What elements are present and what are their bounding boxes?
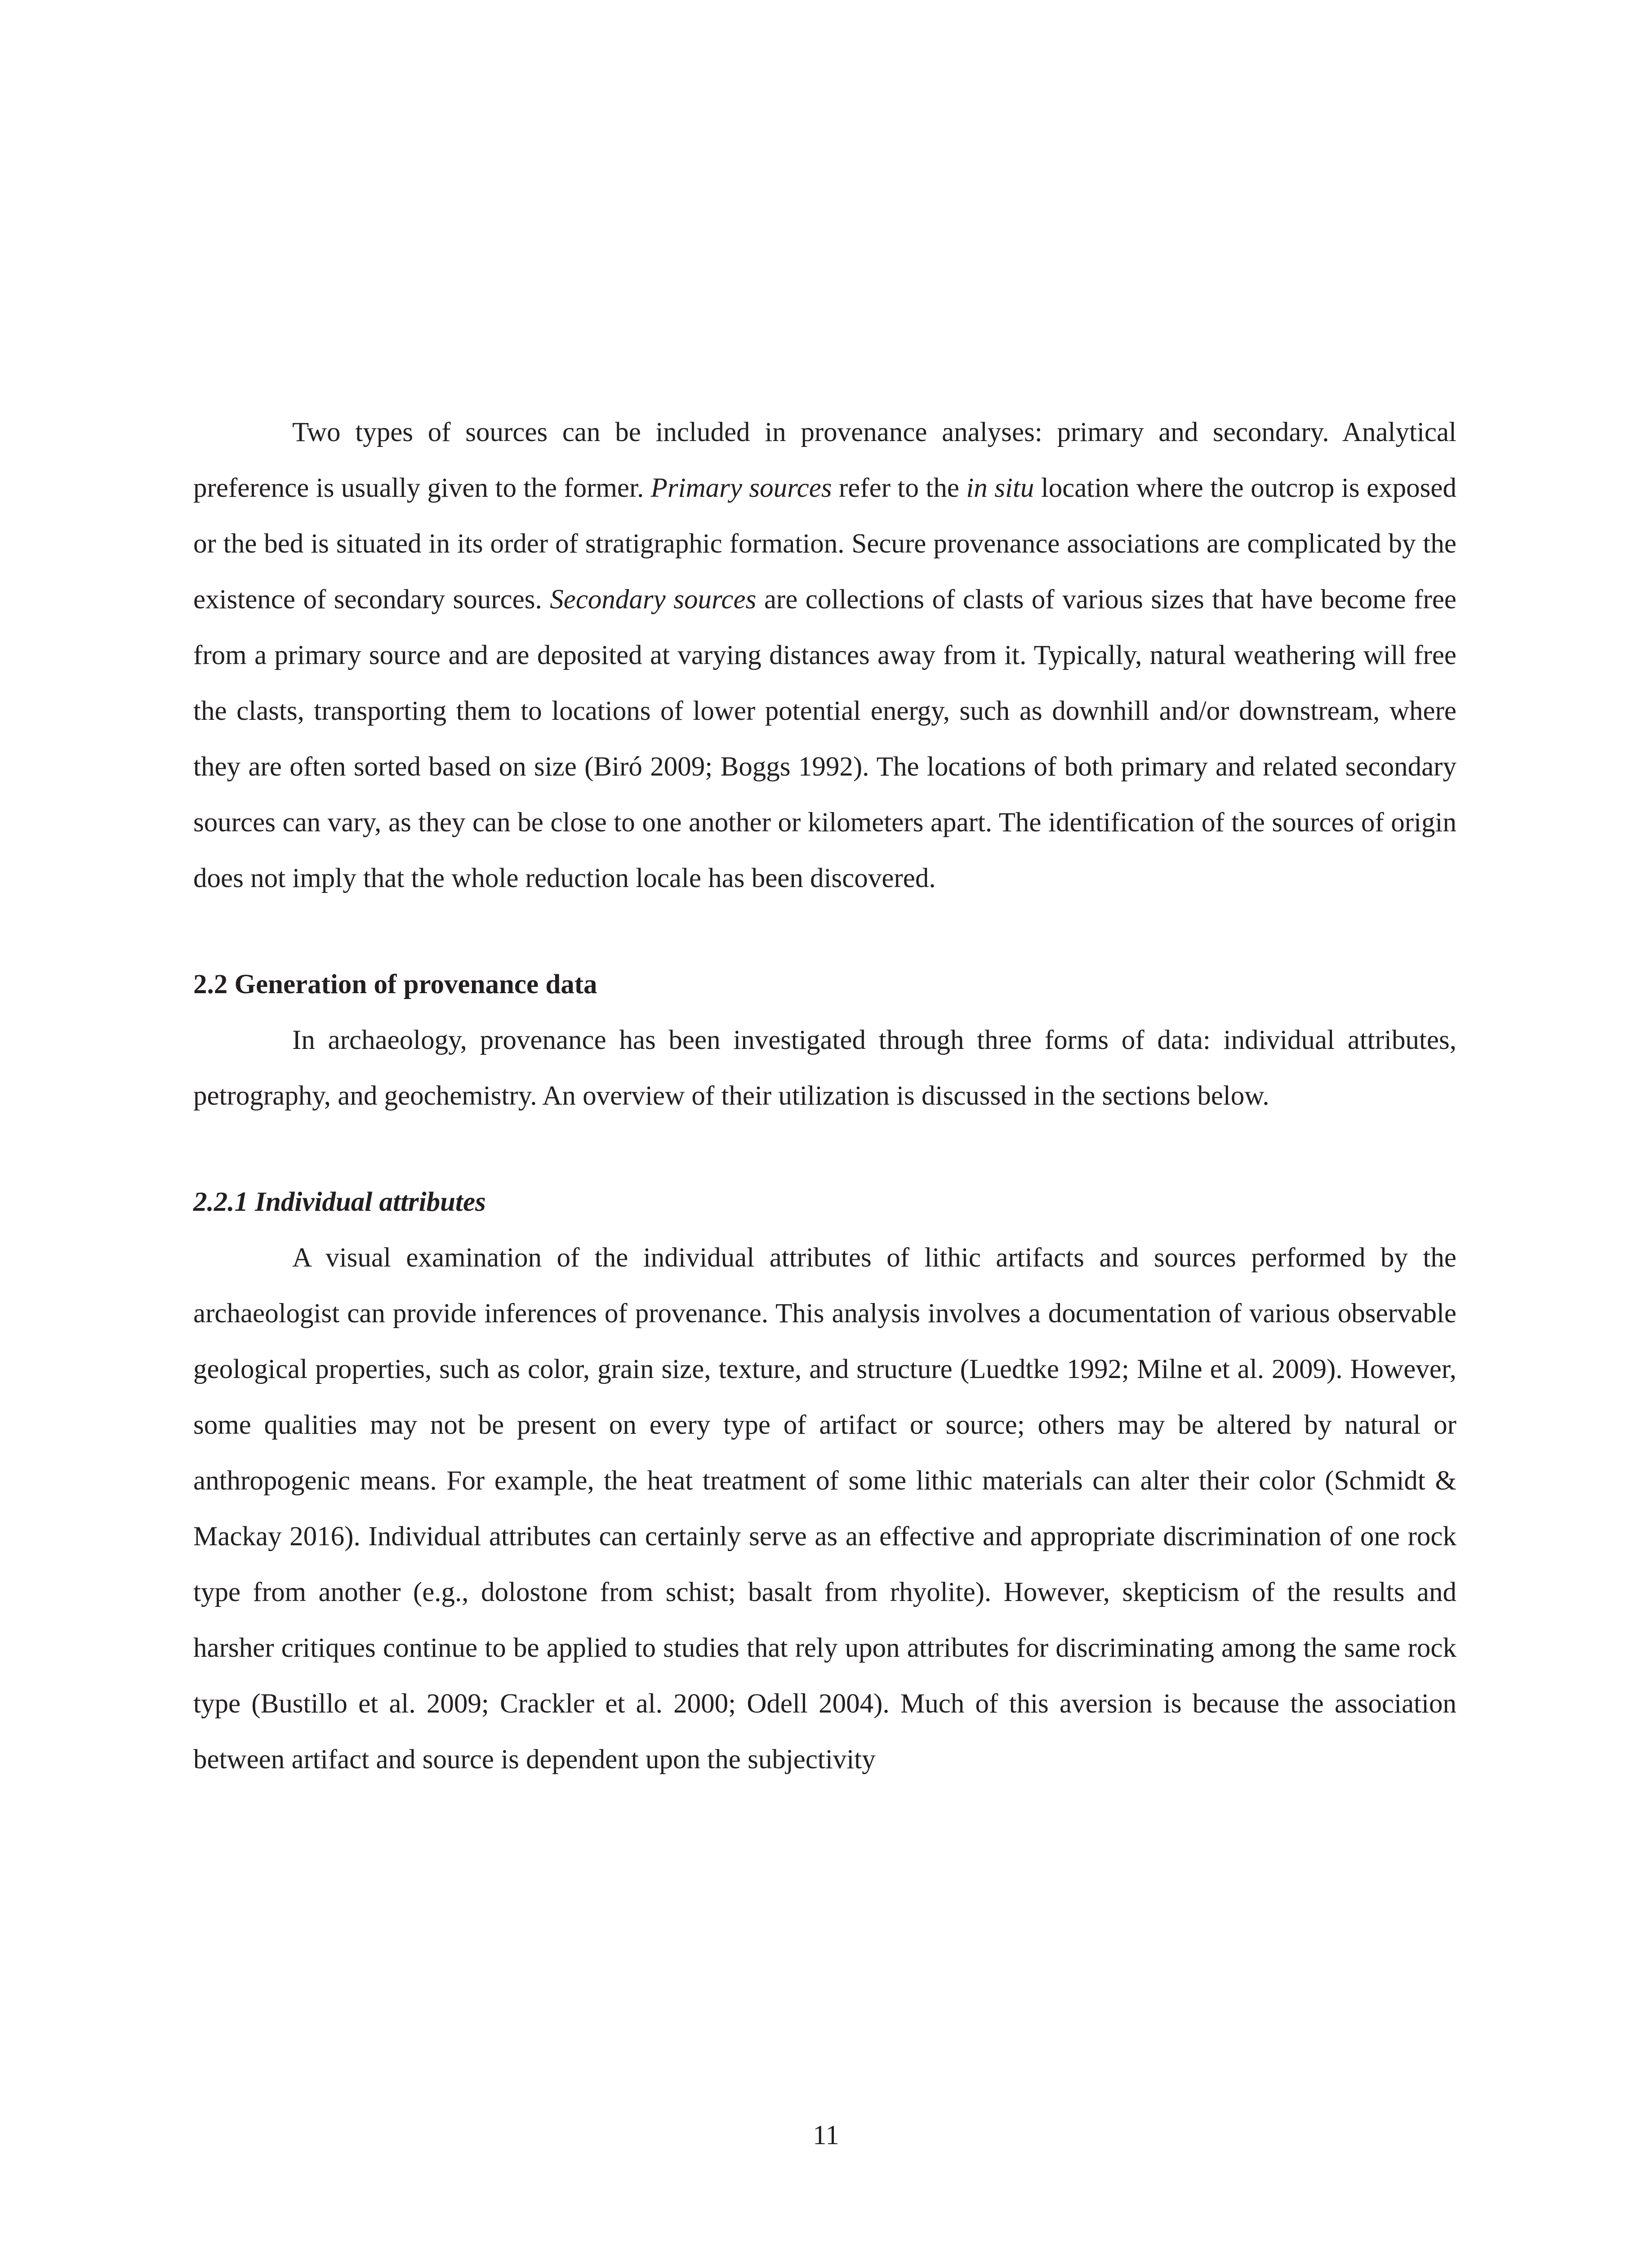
italic-term-primary-sources: Primary sources — [650, 473, 832, 503]
text-run: refer to the — [832, 473, 966, 503]
italic-term-secondary-sources: Secondary sources — [550, 584, 757, 615]
page-number: 11 — [813, 2120, 839, 2150]
section-heading-2-2: 2.2 Generation of provenance data — [193, 969, 597, 999]
page-body — [193, 405, 1456, 1788]
text-run: Two types of sources can be included in provenance analyses: primary and secondary. Analytical preference is usually given to the former. — [193, 417, 1456, 503]
text-run: location where the outcrop is exposed or the bed is situated in its order of stratigraphic formation. Secure provenance associations are complicated by the existence of secondary sources. — [193, 473, 1456, 615]
paragraph-source-types — [193, 405, 1456, 906]
paragraph-data-forms: In archaeology, provenance has been investigated through three forms of data: individual attributes, petrography, and geochemistry. An overview of their utilization is discussed in the sections below. — [193, 1025, 1456, 1111]
subsection-heading-2-2-1: 2.2.1 Individual attributes — [193, 1187, 486, 1217]
text-run: are collections of clasts of various sizes that have become free from a primary source and are deposited at varying distances away from it. Typically, natural weathering will free the clasts, transporting them to locations of lower potential energy, such as downhill and/or downstream, where they are often sorted based on size (Biró 2009; Boggs 1992). The locations of both primary and related secondary sources can vary, as they can be close to one another or kilometers apart. The identification of the sources of origin does not imply that the whole reduction locale has been discovered. — [193, 584, 1456, 893]
paragraph-individual-attributes: A visual examination of the individual attributes of lithic artifacts and sources performed by the archaeologist can provide inferences of provenance. This analysis involves a documentation of various observable geological properties, such as color, grain size, texture, and structure (Luedtke 1992; Milne et al. 2009). However, some qualities may not be present on every type of artifact or source; others may be altered by natural or anthropogenic means. For example, the heat treatment of some lithic materials can alter their color (Schmidt & Mackay 2016). Individual attributes can certainly serve as an effective and appropriate discrimination of one rock type from another (e.g., dolostone from schist; basalt from rhyolite). However, skepticism of the results and harsher critiques continue to be applied to studies that rely upon attributes for discriminating among the same rock type (Bustillo et al. 2009; Crackler et al. 2000; Odell 2004). Much of this aversion is because the association between artifact and source is dependent upon the subjectivity — [193, 1243, 1456, 1775]
italic-term-in-situ: in situ — [966, 473, 1034, 503]
